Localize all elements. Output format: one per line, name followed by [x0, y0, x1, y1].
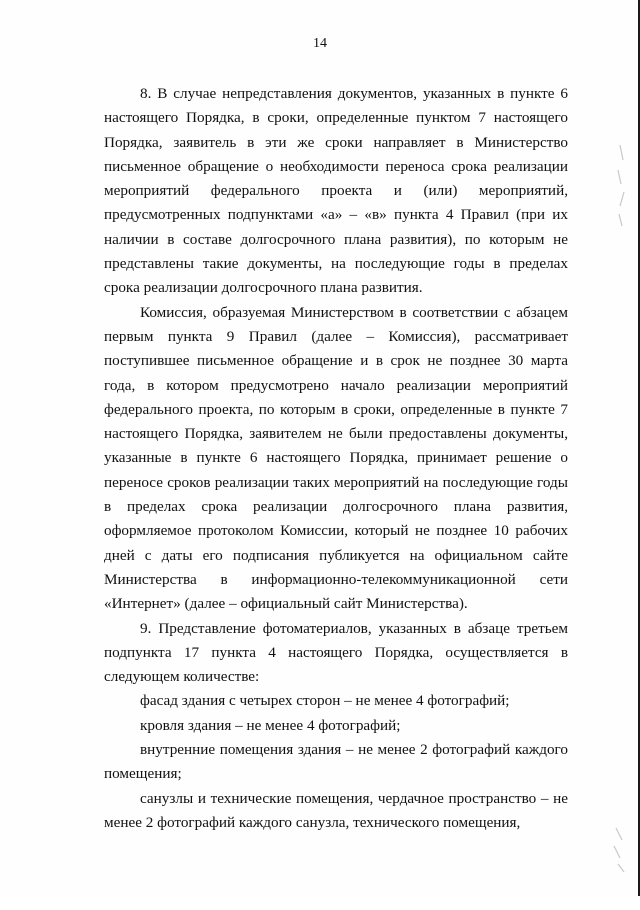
scan-mark-lower: [590, 820, 630, 910]
document-body: [104, 82, 568, 835]
list-item-sanitary: санузлы и технические помещения, чердачное пространство – не менее 2 фотографий каждого санузла, технического помещения,: [104, 789, 568, 831]
list-item-facade: фасад здания с четырех сторон – не менее 4 фотографий;: [140, 692, 510, 710]
list-item-roof: кровля здания – не менее 4 фотографий;: [140, 716, 401, 734]
paragraph-item-9: 9. Представление фотоматериалов, указанных в абзаце третьем подпункта 17 пункта 4 настоящего Порядка, осуществляется в следующем количестве:: [104, 619, 568, 686]
paragraph-commission: Комиссия, образуемая Министерством в соответствии с абзацем первым пункта 9 Правил (далее – Комиссия), рассматривает поступившее письменное обращение и в срок не позднее 30 марта года, в котором предусмотрено начало реализации мероприятий федерального проекта, по которым в сроки, определенные в пункте 7 настоящего Порядка, заявителем не были предоставлены документы, указанные в пункте 6 настоящего Порядка, принимает решение о переносе сроков реализации таких мероприятий на последующие годы в пределах срока реализации долгосрочного плана развития, оформляемое протоколом Комиссии, который не позднее 10 рабочих дней с даты его подписания публикуется на официальном сайте Министерства в информационно-телекоммуникационной сети «Интернет» (далее – официальный сайт Министерства).: [104, 303, 568, 613]
list-item-interior: внутренние помещения здания – не менее 2 фотографий каждого помещения;: [104, 741, 568, 783]
page-number: 14: [313, 36, 327, 51]
paragraph-item-8: 8. В случае непредставления документов, указанных в пункте 6 настоящего Порядка, в сроки, определенные пунктом 7 настоящего Порядка, заявитель в эти же сроки направляет в Министерство письменное обращение о необходимости переноса срока реализации мероприятий федерального проекта и (или) мероприятий, предусмотренных подпунктами «а» – «в» пункта 4 Правил (при их наличии в составе долгосрочного плана развития), по которым не представлены такие документы, на последующие годы в пределах срока реализации долгосрочного плана развития.: [104, 85, 568, 297]
scan-mark-upper: [590, 140, 630, 230]
